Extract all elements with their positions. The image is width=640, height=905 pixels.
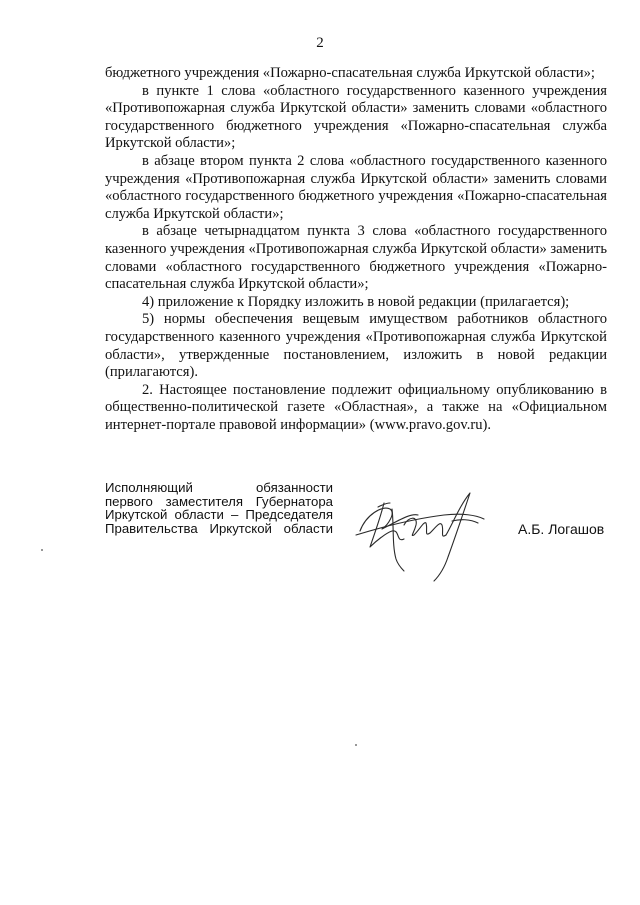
scan-artifact <box>355 744 357 746</box>
signer-title-line: Исполняющий обязанности <box>105 480 333 495</box>
signer-title <box>105 481 333 535</box>
document-body <box>105 65 607 434</box>
paragraph: 2. Настоящее постановление подлежит официальному опубликованию в общественно-политической газете «Областная», а также на «Официальном интернет-портале правовой информации» (www.pravo.gov.ru). <box>105 381 607 433</box>
scan-artifact <box>41 549 43 551</box>
signer-title-line: Правительства Иркутской области <box>105 520 333 536</box>
signature-block <box>105 481 607 591</box>
signer-title-line: Иркутской области – Председателя <box>105 507 333 522</box>
paragraph: 4) приложение к Порядку изложить в новой редакции (прилагается); <box>142 293 570 310</box>
signer-title-line: первого заместителя Губернатора <box>105 493 333 509</box>
paragraph: бюджетного учреждения «Пожарно-спасательная служба Иркутской области»; <box>105 65 595 81</box>
paragraph: в пункте 1 слова «областного государственного казенного учреждения «Противопожарная служба Иркутской области» заменить словами «областного государственного бюджетного учреждения «Пожарно-спасательная служба Иркутской области»; <box>105 82 607 152</box>
signer-name: А.Б. Логашов <box>518 521 605 537</box>
paragraph: в абзаце втором пункта 2 слова «областного государственного казенного учреждения «Противопожарная служба Иркутской области» заменить словами «областного государственного бюджетного учреждения «Пожарно-спасательная служба Иркутской области»; <box>105 152 607 222</box>
paragraph: в абзаце четырнадцатом пункта 3 слова «областного государственного казенного учреждения «Противопожарная служба Иркутской области» заменить словами «областного государственного бюджетного учреждения «Пожарно-спасательная служба Иркутской области»; <box>105 223 608 293</box>
paragraph: 5) нормы обеспечения вещевым имуществом работников областного государственного казенного учреждения «Противопожарная служба Иркутской области», утвержденные постановлением, изложить в новой редакции (прилагаются). <box>105 311 607 381</box>
page-number: 2 <box>316 35 324 51</box>
handwritten-signature-icon <box>352 485 492 585</box>
